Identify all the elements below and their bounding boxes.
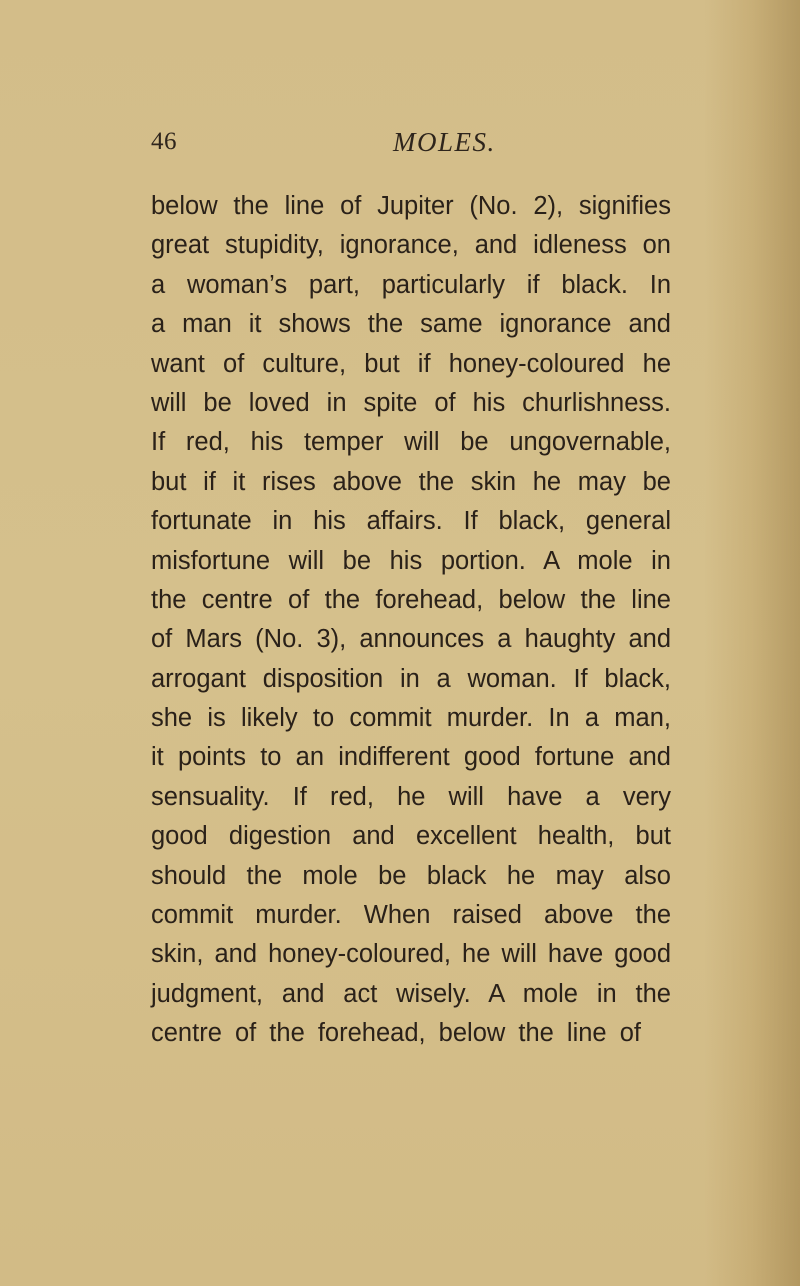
- text-line: sensuality. If red, he will have a very: [151, 782, 671, 811]
- text-line: great stupidity, ignorance, and idleness on: [151, 231, 671, 260]
- text-line: misfortune will be his portion. A mole in: [151, 546, 671, 575]
- text-line: skin, and honey-coloured, he will have good: [151, 940, 671, 969]
- page-number: 46: [151, 128, 177, 155]
- text-line: but if it rises above the skin he may be: [151, 467, 671, 496]
- text-line: arrogant disposition in a woman. If black,: [151, 664, 671, 693]
- text-line: should the mole be black he may also: [151, 861, 671, 890]
- text-line: If red, his temper will be ungovernable,: [151, 428, 671, 457]
- text-line: she is likely to commit murder. In a man,: [151, 704, 671, 733]
- text-line: it points to an indifferent good fortune and: [151, 743, 671, 772]
- text-line: a woman’s part, particularly if black. In: [151, 270, 671, 299]
- body-text: [151, 187, 671, 1054]
- text-line: judgment, and act wisely. A mole in the: [151, 979, 671, 1008]
- text-line: will be loved in spite of his churlishness.: [151, 388, 671, 417]
- text-line: fortunate in his affairs. If black, general: [151, 507, 671, 536]
- text-line: of Mars (No. 3), announces a haughty and: [151, 625, 671, 654]
- text-line: centre of the forehead, below the line of: [151, 1019, 641, 1048]
- text-line: the centre of the forehead, below the line: [151, 585, 671, 614]
- text-line: below the line of Jupiter (No. 2), signifies: [151, 192, 671, 220]
- text-line: want of culture, but if honey-coloured he: [151, 349, 671, 378]
- text-line: a man it shows the same ignorance and: [151, 310, 671, 339]
- chapter-title: MOLES.: [393, 127, 496, 157]
- text-line: commit murder. When raised above the: [151, 901, 671, 930]
- running-head: [151, 122, 551, 162]
- text-line: good digestion and excellent health, but: [151, 822, 671, 851]
